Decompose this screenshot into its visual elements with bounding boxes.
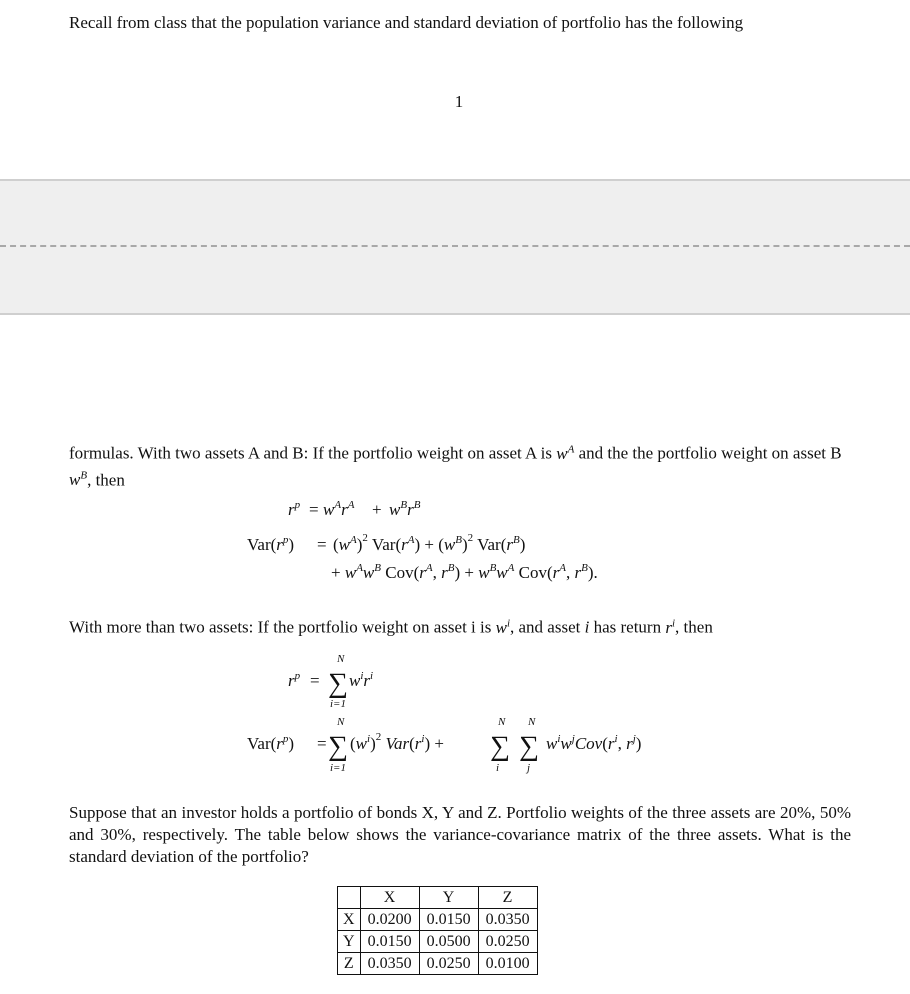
row-header: X (338, 909, 361, 931)
table-cell: 0.0500 (419, 931, 478, 953)
svg-text:Var(rp): $Var(r^p)$ (247, 534, 295, 554)
svg-text:j: j (527, 762, 531, 774)
table-row (338, 931, 538, 953)
svg-text:=: = (317, 535, 327, 554)
page-break (0, 179, 910, 315)
svg-text:wiri: $w^ir^i$ (349, 670, 374, 690)
svg-text:∑: ∑ (328, 668, 348, 699)
table-cell: 0.0350 (478, 909, 537, 931)
svg-text:rp: $r^p$ (288, 499, 301, 519)
column-header: Y (419, 887, 478, 909)
svg-text:wiwjCov(ri, rj): $w^iw^jCov(r^i$, $r^j$) (546, 733, 642, 753)
table-header-row (338, 887, 538, 909)
svg-text:∑: ∑ (328, 731, 348, 762)
continuation-paragraph (69, 438, 851, 491)
return-i-symbol: $r^i$ (665, 617, 676, 637)
more-assets-text-d: , then (675, 617, 713, 637)
page-number: 1 (454, 92, 464, 111)
svg-text:N: N (528, 716, 536, 728)
intro-text: Recall from class that the population variance and standard deviation of portfolio has the following (69, 13, 744, 32)
weight-i-symbol: $w^i$ (495, 617, 511, 637)
svg-text:+: + (372, 500, 382, 519)
svg-text:(wA)2 Var(rA) + (wB)2 Var(rB): $(w^A)^2$ $Var(r^A) + (w^B)^2$ $Var(r^B)$ (333, 532, 526, 554)
portfolio-return-eq (288, 499, 421, 519)
more-assets-text-b: , and asset (510, 617, 581, 637)
two-asset-formula-svg (0, 495, 910, 590)
svg-text:wArA: $w^Ar^A$ (323, 499, 355, 519)
table-cell: 0.0250 (419, 953, 478, 975)
svg-text:N: N (498, 716, 506, 728)
table-row (338, 909, 538, 931)
continuation-mid: and the the portfolio weight on asset B (578, 443, 842, 463)
table-cell: 0.0200 (360, 909, 419, 931)
more-assets-text-a: With more than two assets: If the portfolio weight on asset i is (69, 617, 492, 637)
n-asset-formulas (0, 648, 910, 783)
table-cell: 0.0350 (360, 953, 419, 975)
variance-eq-line2 (331, 562, 598, 582)
svg-text:wBrB: $w^Br^B$ (389, 499, 421, 519)
svg-text:i: i (496, 762, 500, 774)
continuation-text: formulas. With two assets A and B: If the portfolio weight on asset A is (69, 443, 552, 463)
svg-text:N: N (337, 716, 345, 728)
svg-text:=: = (317, 734, 327, 753)
weight-a-symbol: $w^A$ (556, 443, 575, 463)
variance-covariance-table (337, 886, 538, 975)
continuation-end: , then (87, 470, 125, 490)
table-cell: 0.0250 (478, 931, 537, 953)
table-corner-cell (338, 887, 361, 909)
table-cell: 0.0150 (360, 931, 419, 953)
svg-text:∑: ∑ (519, 731, 539, 762)
svg-text:=: = (310, 671, 320, 690)
svg-text:N: N (337, 653, 345, 665)
table-cell: 0.0100 (478, 953, 537, 975)
intro-paragraph (69, 12, 851, 34)
more-assets-text-c: has return (593, 617, 662, 637)
two-asset-formulas (0, 495, 910, 590)
svg-text:(wi)2 Var(ri) +: $(w^i)^2$ $Var(r^i)$ + (350, 731, 444, 753)
n-asset-variance-eq (247, 716, 641, 774)
more-assets-paragraph (69, 612, 851, 639)
asset-i-symbol: i (584, 617, 590, 637)
column-header: Z (478, 887, 537, 909)
n-asset-return-eq (288, 653, 373, 710)
question-text: Suppose that an investor holds a portfolio of bonds X, Y and Z. Portfolio weights of the three assets are 20%, 50% and 30%, respectively. The table below shows the variance-covariance matrix of the three assets. What is the standard deviation of the portfolio? (69, 803, 851, 866)
row-header: Z (338, 953, 361, 975)
n-asset-formula-svg (0, 648, 910, 783)
table-row (338, 953, 538, 975)
svg-text:i=1: i=1 (330, 762, 346, 774)
svg-text:=: = (309, 500, 319, 519)
svg-text:i=1: i=1 (330, 698, 346, 710)
column-header: X (360, 887, 419, 909)
table-cell: 0.0150 (419, 909, 478, 931)
weight-b-symbol: $w^B$ (69, 469, 88, 490)
svg-text:rp: $r^p$ (288, 670, 301, 690)
svg-text:+ wAwB Cov(rA, rB) + wBwA Cov(: + $w^Aw^B$ $Cov(r^A$, $r^B) + w^Bw^A$ $Cov(r^A$, $r^B$). (331, 562, 598, 582)
variance-eq-line1 (247, 532, 525, 554)
row-header: Y (338, 931, 361, 953)
svg-text:∑: ∑ (490, 731, 510, 762)
page-break-dashed-line (0, 245, 910, 247)
svg-text:Var(rp): $Var(r^p)$ (247, 733, 295, 753)
question-paragraph (69, 802, 851, 868)
